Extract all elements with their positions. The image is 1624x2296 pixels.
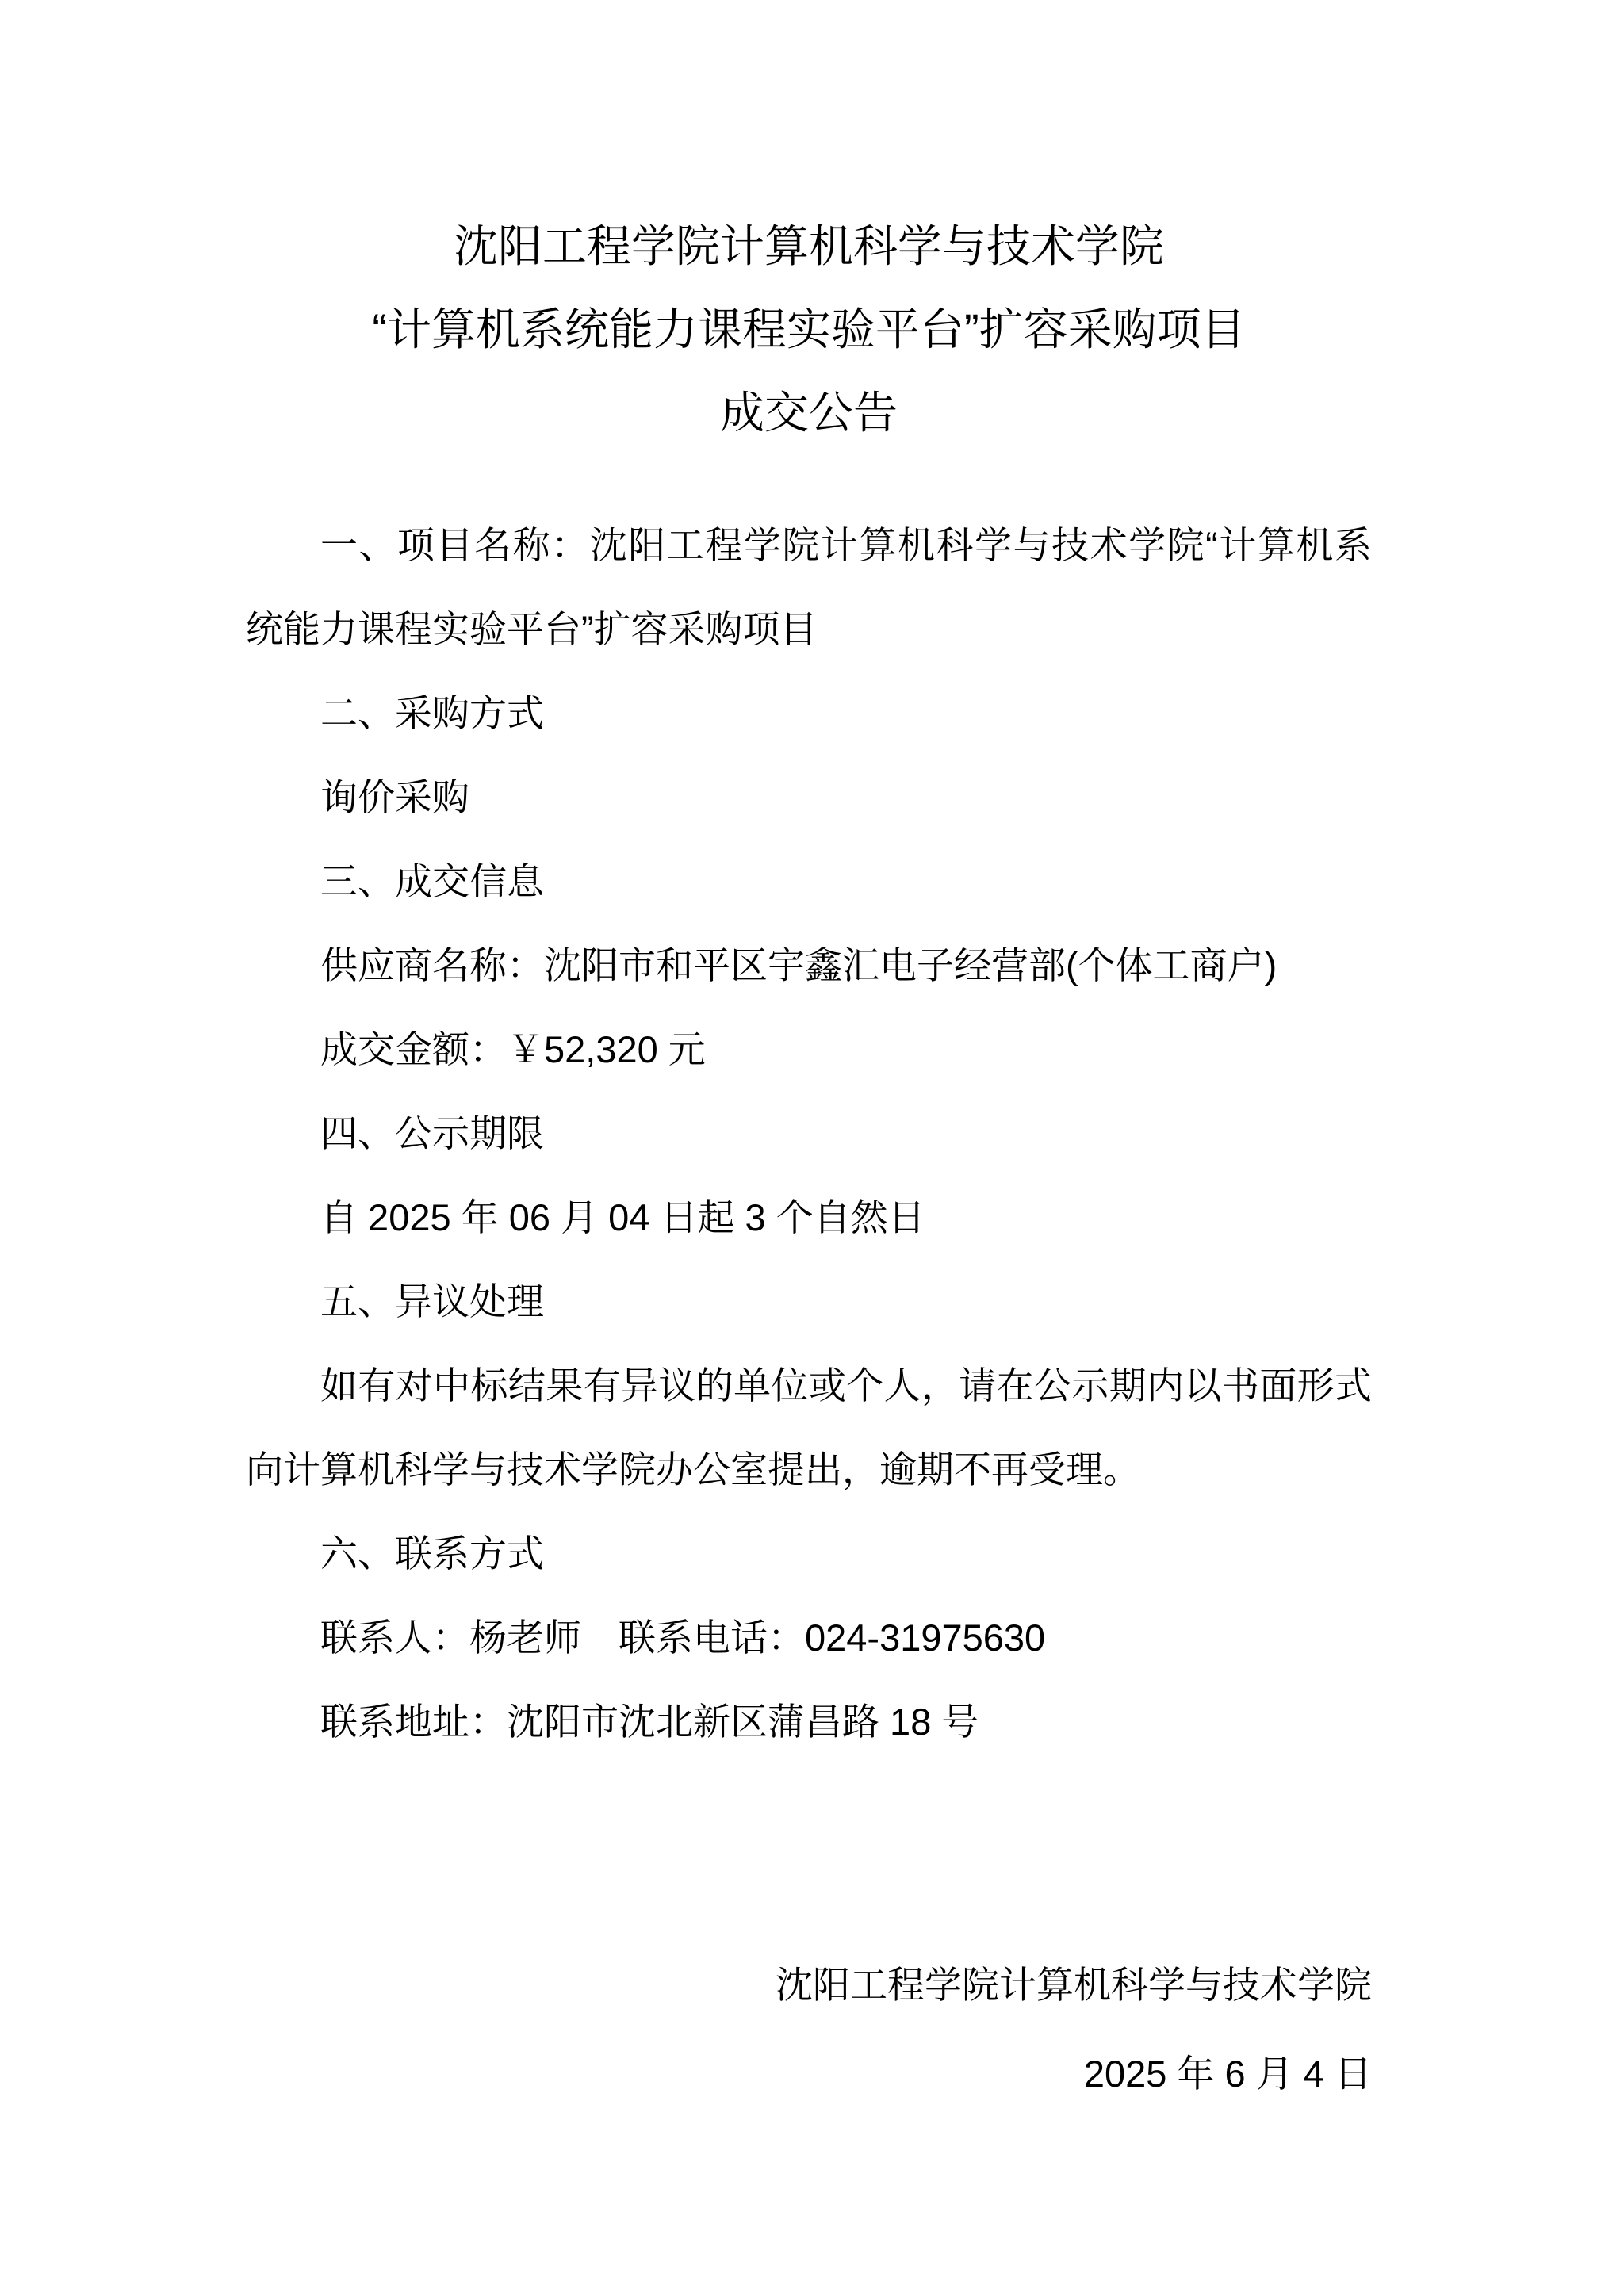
paragraph-objection-handling: 如有对中标结果有异议的单位或个人，请在公示期内以书面形式向计算机科学与技术学院办公室提出，逾期不再受理。	[246, 1364, 1372, 1490]
document-body	[246, 503, 1372, 1764]
signature-date: 2025 年 6 月 4 日	[1083, 2053, 1372, 2095]
heading-publicity-period: 四、公示期限	[320, 1112, 544, 1154]
heading-objection-handling: 五、异议处理	[320, 1280, 544, 1322]
paragraph-contact-person-phone: 联系人：杨老师 联系电话：024-31975630	[320, 1617, 1046, 1659]
signature-organization: 沈阳工程学院计算机科学与技术学院	[776, 1964, 1372, 2006]
paragraph-contact-address: 联系地址：沈阳市沈北新区蒲昌路 18 号	[320, 1701, 979, 1743]
paragraph-project-name: 一、项目名称：沈阳工程学院计算机科学与技术学院“计算机系统能力课程实验平台”扩容采购项目	[246, 524, 1372, 650]
paragraph-publicity-period: 自 2025 年 06 月 04 日起 3 个自然日	[320, 1196, 925, 1238]
title-line-announcement: 成交公告	[720, 388, 898, 438]
heading-procurement-method: 二、采购方式	[320, 692, 544, 734]
paragraph-award-amount: 成交金额：￥52,320 元	[320, 1028, 706, 1070]
document-content	[246, 0, 1372, 2118]
title-line-project: “计算机系统能力课程实验平台”扩容采购项目	[372, 304, 1246, 354]
title-line-college: 沈阳工程学院计算机科学与技术学院	[454, 221, 1164, 271]
heading-contact-info: 六、联系方式	[320, 1533, 544, 1575]
heading-award-info: 三、成交信息	[320, 860, 544, 902]
paragraph-procurement-method: 询价采购	[320, 776, 469, 818]
document-title	[246, 0, 1372, 454]
paragraph-supplier-name: 供应商名称：沈阳市和平区宇鑫汇电子经营部(个体工商户)	[320, 944, 1277, 986]
signature-block	[246, 1941, 1372, 2118]
